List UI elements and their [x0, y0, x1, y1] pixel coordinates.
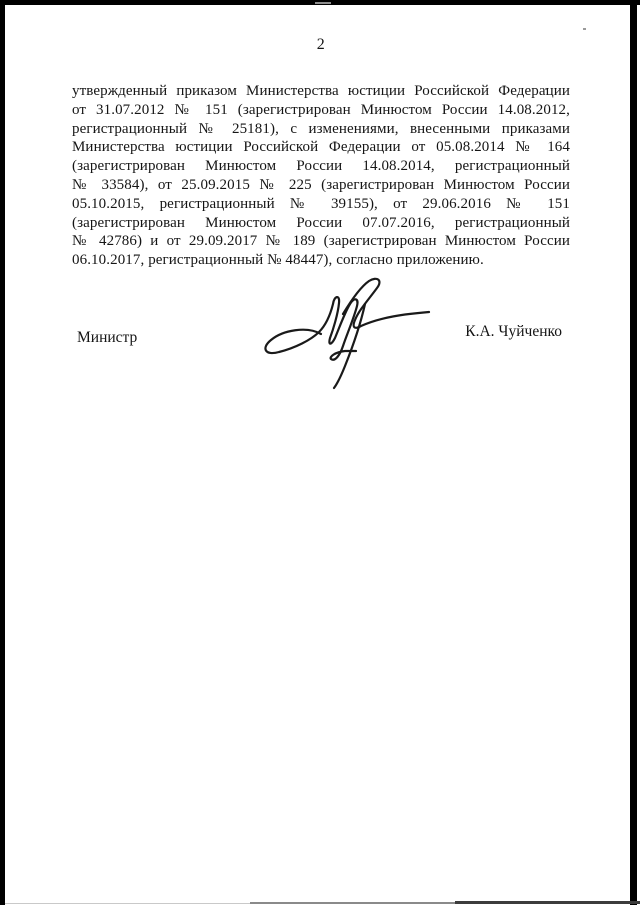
- paragraph-line: Министерства юстиции Российской Федерации от 05.08.2014 № 164: [72, 139, 570, 156]
- scan-border-bottom: [455, 901, 640, 904]
- scan-border-notch: [315, 2, 331, 4]
- paragraph-line: 06.10.2017, регистрационный № 48447), согласно приложению.: [72, 252, 484, 269]
- page-number: 2: [316, 36, 326, 53]
- scan-speck: [583, 28, 586, 30]
- paragraph-line: № 42786) и от 29.09.2017 № 189 (зарегистрирован Минюстом России: [72, 233, 570, 250]
- paragraph-line: регистрационный № 25181), с изменениями, внесенными приказами: [72, 120, 570, 137]
- paragraph-line: от 31.07.2012 № 151 (зарегистрирован Минюстом России 14.08.2012,: [72, 101, 570, 118]
- paragraph-line: 05.10.2015, регистрационный № 39155), от 29.06.2016 № 151: [72, 195, 570, 212]
- body-paragraph: [72, 82, 570, 270]
- paragraph-line: № 33584), от 25.09.2015 № 225 (зарегистрирован Минюстом России: [72, 176, 570, 193]
- scan-border-right: [630, 0, 637, 905]
- scan-border-left: [0, 0, 5, 905]
- minister-name: К.А. Чуйченко: [465, 323, 562, 340]
- paragraph-line: (зарегистрирован Минюстом России 07.07.2016, регистрационный: [72, 214, 570, 231]
- scan-border-bottom: [5, 903, 250, 904]
- scan-border-bottom: [250, 902, 460, 904]
- paragraph-line: утвержденный приказом Министерства юстиции Российской Федерации: [72, 83, 570, 99]
- paragraph-line: (зарегистрирован Минюстом России 14.08.2014, регистрационный: [72, 158, 570, 175]
- minister-title: Министр: [77, 329, 138, 346]
